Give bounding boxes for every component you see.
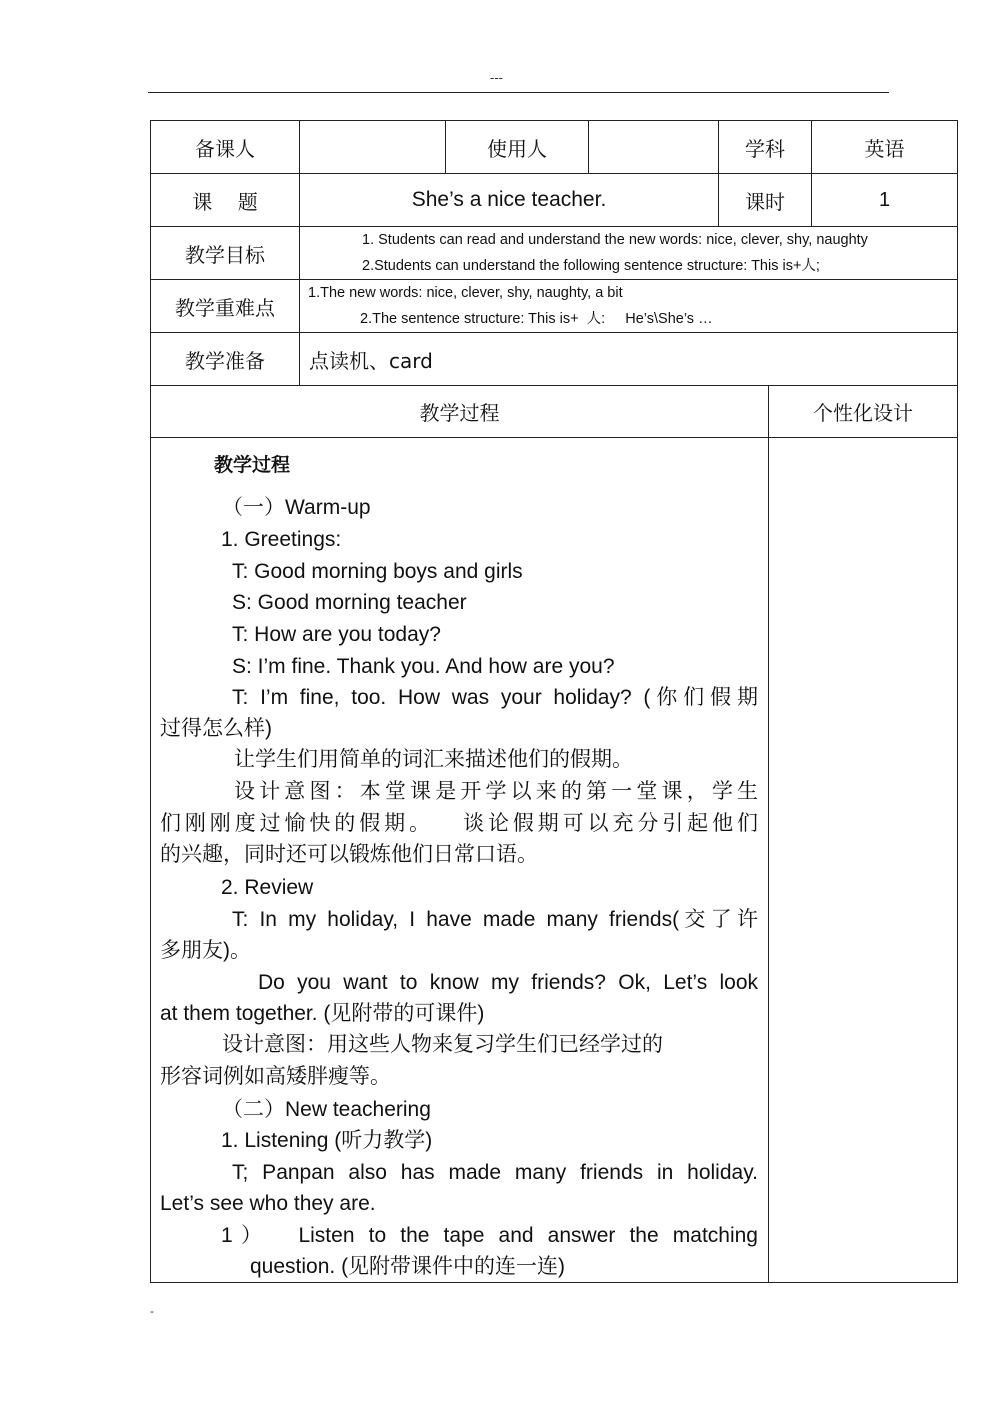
dialogue-line: 过得怎么样) bbox=[160, 717, 272, 740]
paragraph-line: 设计意图：用这些人物来复习学生们已经学过的 bbox=[222, 1033, 663, 1056]
list-item: 1） Listen to the tape and answer the matching bbox=[221, 1224, 758, 1247]
dialogue-line: Let’s see who they are. bbox=[160, 1192, 376, 1215]
paragraph-line: 们刚刚度过愉快的假期。 谈论假期可以充分引起他们 bbox=[160, 812, 758, 835]
design-content bbox=[769, 438, 957, 1282]
user-label: 使用人 bbox=[446, 121, 589, 174]
key-point-line: 1.The new words: nice, clever, shy, naughty, a bit bbox=[308, 285, 623, 301]
dialogue-line: T; Panpan also has made many friends in holiday. bbox=[232, 1161, 758, 1184]
preparation-label: 教学准备 bbox=[151, 333, 300, 386]
dialogue-line: Do you want to know my friends? Ok, Let’s look bbox=[258, 971, 758, 994]
dialogue-line: S: Good morning teacher bbox=[232, 591, 467, 614]
process-heading: 教学过程 bbox=[214, 455, 291, 476]
section-heading: （一）Warm-up bbox=[222, 496, 371, 519]
paragraph-line: 设计意图：本堂课是开学以来的第一堂课，学生 bbox=[234, 780, 758, 803]
dialogue-line: T: In my holiday, I have made many friends(交了许 bbox=[232, 908, 758, 931]
footer-mark: - bbox=[150, 1304, 154, 1318]
header-mark: --- bbox=[490, 70, 503, 85]
key-points-label: 教学重难点 bbox=[151, 280, 300, 333]
topic-label: 课 题 bbox=[151, 174, 300, 227]
preparer-label: 备课人 bbox=[151, 121, 300, 174]
subsection-heading: 1. Listening (听力教学) bbox=[221, 1129, 433, 1152]
dialogue-line: T: Good morning boys and girls bbox=[232, 560, 523, 583]
user-value bbox=[589, 121, 719, 174]
design-header: 个性化设计 bbox=[769, 386, 957, 438]
objectives-content bbox=[300, 227, 957, 280]
list-item: question. (见附带课件中的连一连) bbox=[250, 1255, 566, 1278]
objective-line: 1. Students can read and understand the new words: nice, clever, shy, naughty bbox=[362, 232, 868, 248]
process-content bbox=[151, 438, 769, 1282]
dialogue-line: S: I’m fine. Thank you. And how are you? bbox=[232, 655, 615, 678]
key-point-line: 2.The sentence structure: This is+ 人: He’s\She’s … bbox=[360, 311, 713, 327]
header-rule bbox=[148, 92, 889, 93]
objectives-label: 教学目标 bbox=[151, 227, 300, 280]
topic-value: She’s a nice teacher. bbox=[300, 174, 719, 227]
dialogue-line: 多朋友)。 bbox=[160, 939, 251, 962]
dialogue-line: T: I’m fine, too. How was your holiday? (你们假期 bbox=[232, 686, 758, 709]
paragraph-line: 让学生们用简单的词汇来描述他们的假期。 bbox=[234, 748, 633, 771]
section-heading: （二）New teachering bbox=[222, 1098, 431, 1121]
lesson-plan-table bbox=[150, 120, 958, 1283]
preparation-value: 点读机、card bbox=[300, 333, 957, 386]
subject-label: 学科 bbox=[719, 121, 812, 174]
paragraph-line: 的兴趣，同时还可以锻炼他们日常口语。 bbox=[160, 843, 538, 866]
objective-line: 2.Students can understand the following sentence structure: This is+人; bbox=[362, 258, 820, 274]
preparer-value bbox=[300, 121, 446, 174]
key-points-content bbox=[300, 280, 957, 333]
dialogue-line: T: How are you today? bbox=[232, 623, 441, 646]
period-value: 1 bbox=[812, 174, 957, 227]
subsection-heading: 2. Review bbox=[221, 876, 314, 899]
process-header: 教学过程 bbox=[151, 386, 769, 438]
paragraph-line: 形容词例如高矮胖瘦等。 bbox=[160, 1065, 391, 1088]
subject-value: 英语 bbox=[812, 121, 957, 174]
dialogue-line: at them together. (见附带的可课件) bbox=[160, 1002, 485, 1025]
subsection-heading: 1. Greetings: bbox=[221, 528, 342, 551]
period-label: 课时 bbox=[719, 174, 812, 227]
